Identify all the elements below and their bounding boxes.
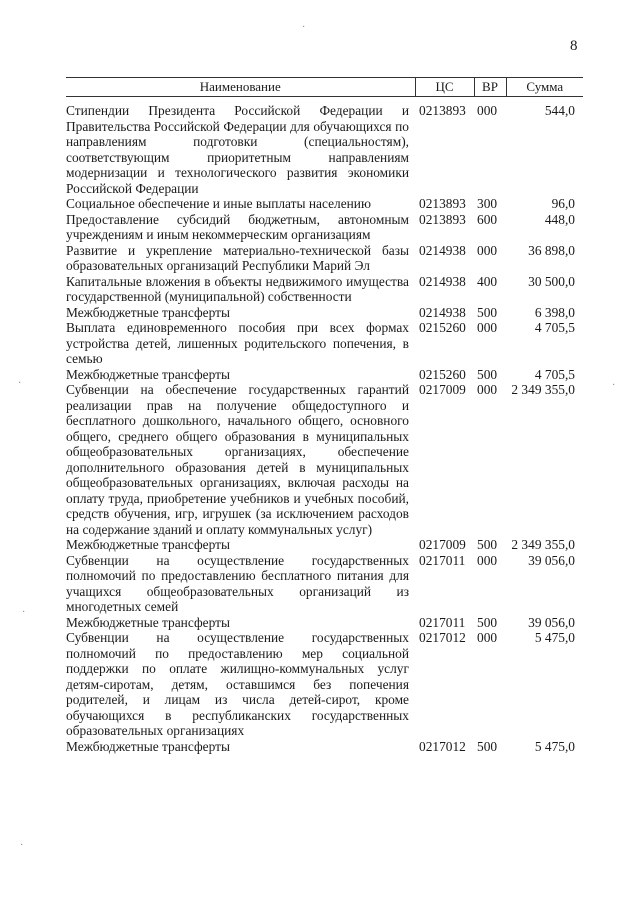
row-sum: 39 056,0 — [528, 614, 575, 630]
row-cs: 0217011 — [419, 614, 466, 630]
row-sum: 2 349 355,0 — [511, 382, 575, 397]
row-vr: 600 — [477, 211, 498, 227]
row-name: Межбюджетные трансферты — [66, 738, 230, 754]
table-header — [66, 78, 583, 97]
row-sum: 448,0 — [544, 211, 575, 227]
row-cs: 0213893 — [419, 196, 466, 211]
header-name: Наименование — [66, 78, 415, 97]
row-vr: 000 — [477, 552, 498, 568]
row-name: Капитальные вложения в объекты недвижимого имущества государственной (муниципальной) собственности — [66, 273, 409, 304]
row-cs: 0217011 — [419, 552, 466, 568]
row-vr: 000 — [477, 320, 498, 335]
row-name: Предоставление субсидий бюджетным, автономным учреждениям и иным некоммерческим организациям — [66, 211, 409, 242]
row-sum: 30 500,0 — [528, 273, 575, 289]
table-row — [66, 274, 583, 305]
header-sum: Сумма — [506, 78, 583, 97]
table-row — [66, 537, 583, 553]
row-name: Развитие и укрепление материально-технической базы образовательных организаций Республики Марий Эл — [66, 242, 409, 273]
row-sum: 2 349 355,0 — [511, 537, 575, 552]
header-vr: ВР — [474, 78, 506, 97]
header-cs: ЦС — [415, 78, 474, 97]
row-vr: 500 — [477, 614, 498, 630]
row-vr: 500 — [477, 366, 498, 382]
row-name: Межбюджетные трансферты — [66, 614, 230, 630]
row-name: Межбюджетные трансферты — [66, 304, 230, 320]
row-name: Социальное обеспечение и иные выплаты населению — [66, 196, 371, 211]
margin-mark: · — [612, 380, 616, 391]
row-cs: 0217009 — [419, 537, 466, 552]
row-vr: 500 — [477, 738, 498, 754]
row-name: Субвенции на осуществление государственных полномочий по предоставлению мер социальной поддержки по оплате жилищно-коммунальных услуг детям-сиротам, детям, оставшимся без попечения родителей, и лицам из числа детей-сирот, кроме обучающихся в республиканских государственных образовательных организациях — [66, 630, 409, 738]
row-vr: 000 — [477, 103, 498, 118]
table-body — [66, 97, 583, 755]
page-number: 8 — [570, 38, 578, 54]
row-sum: 96,0 — [551, 196, 575, 211]
row-name: Выплата единовременного пособия при всех формах устройства детей, лишенных родительского попечения, в семью — [66, 320, 409, 366]
row-cs: 0214938 — [419, 242, 466, 258]
margin-mark: · — [302, 22, 306, 33]
table-row — [66, 553, 583, 615]
margin-mark: · — [22, 607, 26, 618]
table-row — [66, 367, 583, 383]
row-sum: 4 705,5 — [534, 320, 575, 335]
row-vr: 500 — [477, 304, 498, 320]
row-sum: 5 475,0 — [534, 738, 575, 754]
row-cs: 0217012 — [419, 738, 466, 754]
row-vr: 000 — [477, 382, 498, 397]
row-name: Межбюджетные трансферты — [66, 537, 230, 552]
row-cs: 0214938 — [419, 273, 466, 289]
table-row — [66, 305, 583, 321]
table-row — [66, 320, 583, 367]
table-row — [66, 196, 583, 212]
budget-table — [66, 77, 583, 754]
table-row — [66, 382, 583, 537]
row-cs: 0217012 — [419, 630, 466, 645]
row-cs: 0214938 — [419, 304, 466, 320]
margin-mark: · — [18, 378, 22, 389]
row-cs: 0213893 — [419, 103, 466, 118]
row-sum: 6 398,0 — [534, 304, 575, 320]
table-row — [66, 739, 583, 755]
row-name: Субвенции на обеспечение государственных гарантий реализации прав на получение общедоступного и бесплатного дошкольного, начального общего, основного общего, среднего общего образования в муниципальных общеобразовательных организациях, обеспечение дополнительного образования детей в муниципальных общеобразовательных организациях, включая расходы на оплату труда, приобретение учебников и учебных пособий, средств обучения, игр, игрушек (за исключением расходов на содержание зданий и оплату коммунальных услуг) — [66, 382, 409, 537]
table-row — [66, 615, 583, 631]
table-row — [66, 243, 583, 274]
row-vr: 300 — [477, 196, 498, 211]
table-row — [66, 630, 583, 739]
row-cs: 0217009 — [419, 382, 466, 397]
margin-mark: · — [20, 840, 24, 851]
row-sum: 4 705,5 — [534, 366, 575, 382]
row-vr: 400 — [477, 273, 498, 289]
row-vr: 500 — [477, 537, 498, 552]
row-vr: 000 — [477, 630, 498, 645]
row-name: Субвенции на осуществление государственных полномочий по предоставлению бесплатного питания для учащихся общеобразовательных организаций из многодетных семей — [66, 552, 409, 614]
row-sum: 39 056,0 — [528, 552, 575, 568]
row-cs: 0213893 — [419, 211, 466, 227]
row-sum: 36 898,0 — [528, 242, 575, 258]
row-vr: 000 — [477, 242, 498, 258]
row-cs: 0215260 — [419, 366, 466, 382]
row-cs: 0215260 — [419, 320, 466, 335]
table-row — [66, 212, 583, 243]
table-row — [66, 97, 583, 197]
row-name: Межбюджетные трансферты — [66, 366, 230, 382]
row-sum: 5 475,0 — [534, 630, 575, 645]
row-sum: 544,0 — [544, 103, 575, 118]
row-name: Стипендии Президента Российской Федерации и Правительства Российской Федерации для обучающихся по направлениям подготовки (специальностям), соответствующим приоритетным направлениям модернизации и технологического развития экономики Российской Федерации — [66, 103, 409, 196]
